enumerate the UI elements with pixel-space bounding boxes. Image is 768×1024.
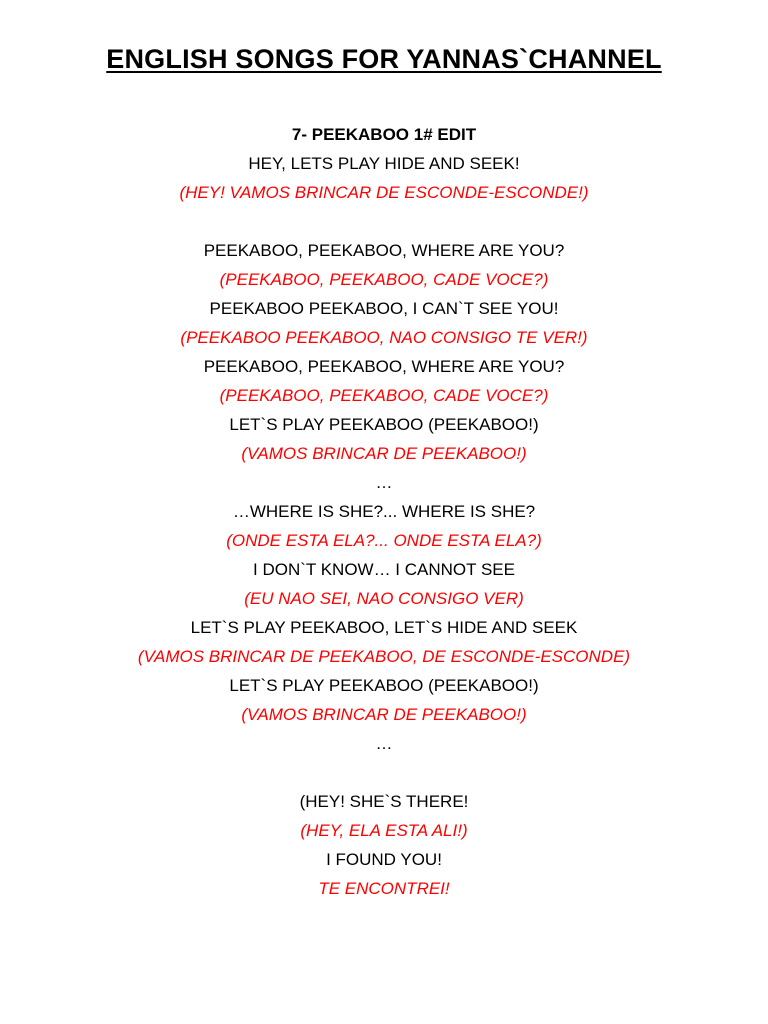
lyric-translation-line: (ONDE ESTA ELA?... ONDE ESTA ELA?): [226, 531, 542, 550]
lyric-english-line: I DON`T KNOW… I CANNOT SEE: [253, 560, 515, 579]
lyric-english-line: LET`S PLAY PEEKABOO (PEEKABOO!): [229, 676, 539, 695]
lyric-translation-line: (EU NAO SEI, NAO CONSIGO VER): [244, 589, 524, 608]
blank-line: [0, 758, 768, 787]
lyric-english-line: (HEY! SHE`S THERE!: [299, 792, 469, 811]
lyric-english-line: …: [375, 734, 393, 753]
lyric-english-line: I FOUND YOU!: [326, 850, 442, 869]
lyric-english-line: PEEKABOO, PEEKABOO, WHERE ARE YOU?: [203, 241, 565, 260]
lyric-translation-line: (VAMOS BRINCAR DE PEEKABOO, DE ESCONDE-ESCONDE): [137, 647, 631, 666]
song-lyrics: [0, 120, 768, 903]
lyric-translation-line: (PEEKABOO PEEKABOO, NAO CONSIGO TE VER!): [180, 328, 588, 347]
lyric-translation-line: (VAMOS BRINCAR DE PEEKABOO!): [241, 705, 527, 724]
lyric-english-line: LET`S PLAY PEEKABOO (PEEKABOO!): [229, 415, 539, 434]
lyric-translation-line: (HEY! VAMOS BRINCAR DE ESCONDE-ESCONDE!): [179, 183, 589, 202]
blank-line: [0, 207, 768, 236]
lyric-english-line: PEEKABOO, PEEKABOO, WHERE ARE YOU?: [203, 357, 565, 376]
document-title: ENGLISH SONGS FOR YANNAS`CHANNEL: [106, 44, 662, 74]
song-heading: 7- PEEKABOO 1# EDIT: [291, 125, 477, 144]
lyric-translation-line: (PEEKABOO, PEEKABOO, CADE VOCE?): [219, 270, 549, 289]
lyric-english-line: …: [375, 473, 393, 492]
lyric-english-line: HEY, LETS PLAY HIDE AND SEEK!: [248, 154, 520, 173]
lyric-lines: [0, 149, 768, 903]
lyric-translation-line: (HEY, ELA ESTA ALI!): [300, 821, 468, 840]
lyric-english-line: …WHERE IS SHE?... WHERE IS SHE?: [232, 502, 536, 521]
lyric-english-line: PEEKABOO PEEKABOO, I CAN`T SEE YOU!: [209, 299, 559, 318]
lyric-english-line: LET`S PLAY PEEKABOO, LET`S HIDE AND SEEK: [190, 618, 578, 637]
lyric-translation-line: (PEEKABOO, PEEKABOO, CADE VOCE?): [219, 386, 549, 405]
lyric-translation-line: TE ENCONTREI!: [318, 879, 450, 898]
lyric-translation-line: (VAMOS BRINCAR DE PEEKABOO!): [241, 444, 527, 463]
